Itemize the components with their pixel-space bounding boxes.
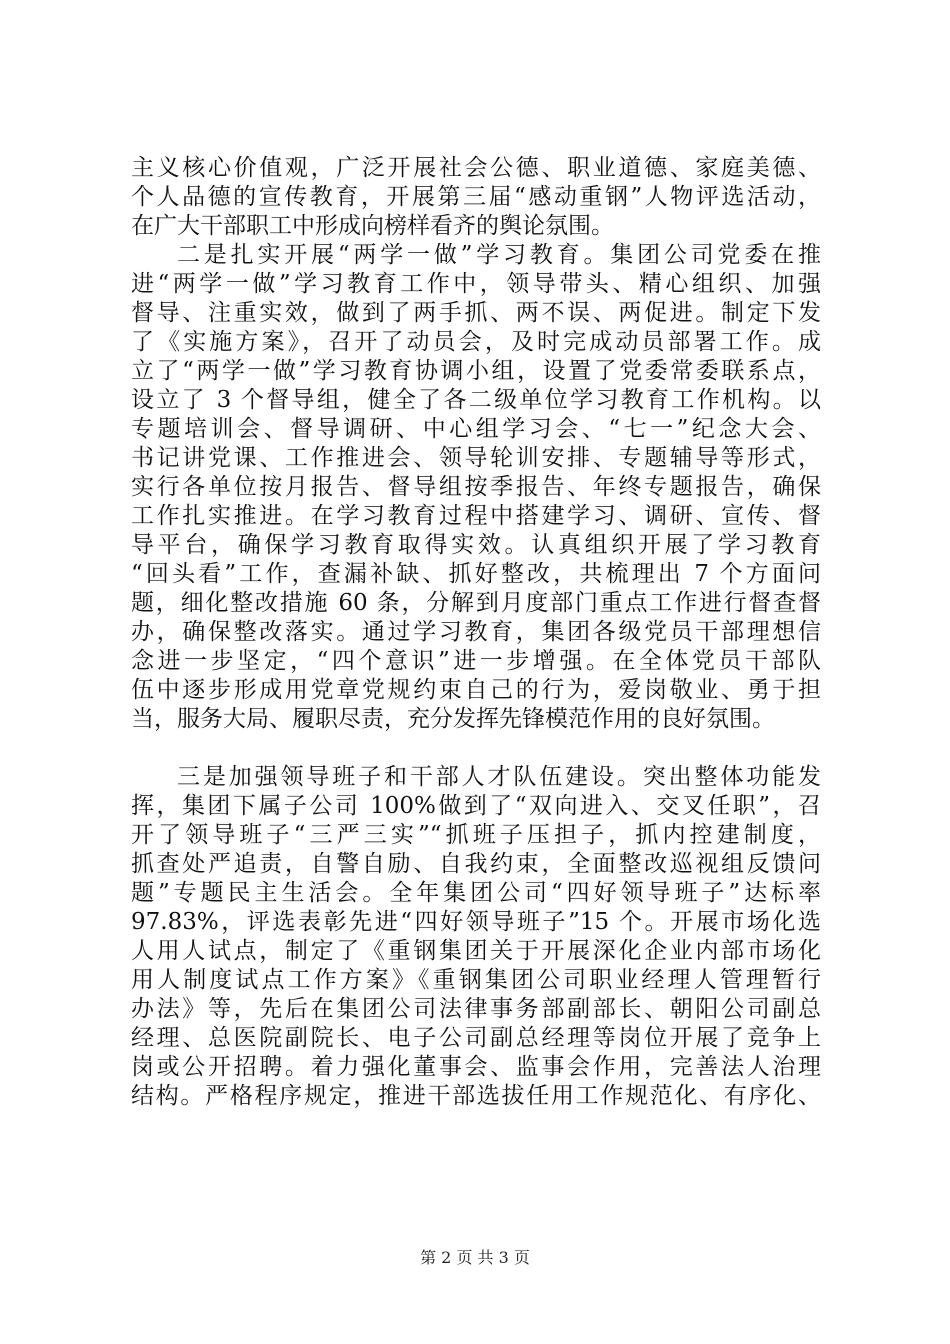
paragraph-line: 结构。严格程序规定，推进干部选拔任用工作规范化、有序化、 [131, 1083, 821, 1109]
paragraph-1 [131, 154, 821, 241]
paragraph-line: 97.83%，评选表彰先进“四好领导班子”15 个。开展市场化选 [131, 909, 821, 935]
document-body [131, 154, 821, 1111]
paragraph-line: 个人品德的宣传教育，开展第三届“感动重钢”人物评选活动， [131, 184, 821, 210]
paragraph-2 [131, 241, 821, 734]
paragraph-line: 立了“两学一做”学习教育协调小组，设置了党委常委联系点， [131, 358, 821, 384]
paragraph-line: 伍中逐步形成用党章党规约束自己的行为，爱岗敬业、勇于担 [131, 677, 821, 703]
paragraph-line: 抓查处严追责，自警自励、自我约束，全面整改巡视组反馈问 [131, 851, 821, 877]
paragraph-line: 当，服务大局、履职尽责，充分发挥先锋模范作用的良好氛围。 [131, 706, 775, 732]
paragraph-line: 人用人试点，制定了《重钢集团关于开展深化企业内部市场化 [131, 938, 821, 964]
paragraph-line: 办法》等，先后在集团公司法律事务部副部长、朝阳公司副总 [131, 996, 821, 1022]
paragraph-line: 岗或公开招聘。着力强化董事会、监事会作用，完善法人治理 [131, 1054, 821, 1080]
paragraph-line: 开了领导班子“三严三实”“抓班子压担子，抓内控建制度， [131, 822, 821, 848]
paragraph-line: 导平台，确保学习教育取得实效。认真组织开展了学习教育 [131, 532, 821, 558]
paragraph-line: 二是扎实开展“两学一做”学习教育。集团公司党委在推 [177, 242, 821, 268]
paragraph-line: 办，确保整改落实。通过学习教育，集团各级党员干部理想信 [131, 619, 821, 645]
page-number: 第 2 页 共 3 页 [420, 1248, 530, 1267]
paragraph-line: 进“两学一做”学习教育工作中，领导带头、精心组织、加强 [131, 271, 821, 297]
paragraph-line: 了《实施方案》，召开了动员会，及时完成动员部署工作。成 [131, 329, 821, 355]
paragraph-line: 督导、注重实效，做到了两手抓、两不误、两促进。制定下发 [131, 300, 821, 326]
paragraph-line: 主义核心价值观，广泛开展社会公德、职业道德、家庭美德、 [131, 155, 821, 181]
paragraph-line: 设立了 3 个督导组，健全了各二级单位学习教育工作机构。以 [131, 387, 821, 413]
paragraph-line: 题，细化整改措施 60 条，分解到月度部门重点工作进行督查督 [131, 590, 821, 616]
paragraph-line: 念进一步坚定，“四个意识”进一步增强。在全体党员干部队 [131, 648, 821, 674]
paragraph-line: 工作扎实推进。在学习教育过程中搭建学习、调研、宣传、督 [131, 503, 821, 529]
page-footer [0, 1248, 950, 1268]
paragraph-spacer [131, 734, 821, 763]
paragraph-line: 专题培训会、督导调研、中心组学习会、“七一”纪念大会、 [131, 416, 821, 442]
paragraph-line: 实行各单位按月报告、督导组按季报告、年终专题报告，确保 [131, 474, 821, 500]
paragraph-line: 挥，集团下属子公司 100%做到了“双向进入、交叉任职”，召 [131, 793, 821, 819]
paragraph-line: 题”专题民主生活会。全年集团公司“四好领导班子”达标率 [131, 880, 821, 906]
paragraph-line: 在广大干部职工中形成向榜样看齐的舆论氛围。 [131, 213, 614, 239]
paragraph-line: 书记讲党课、工作推进会、领导轮训安排、专题辅导等形式， [131, 445, 821, 471]
paragraph-3 [131, 763, 821, 1111]
paragraph-line: 三是加强领导班子和干部人才队伍建设。突出整体功能发 [177, 764, 821, 790]
paragraph-line: 用人制度试点工作方案》《重钢集团公司职业经理人管理暂行 [131, 967, 821, 993]
paragraph-line: 经理、总医院副院长、电子公司副总经理等岗位开展了竞争上 [131, 1025, 821, 1051]
paragraph-line: “回头看”工作，查漏补缺、抓好整改，共梳理出 7 个方面问 [131, 561, 821, 587]
